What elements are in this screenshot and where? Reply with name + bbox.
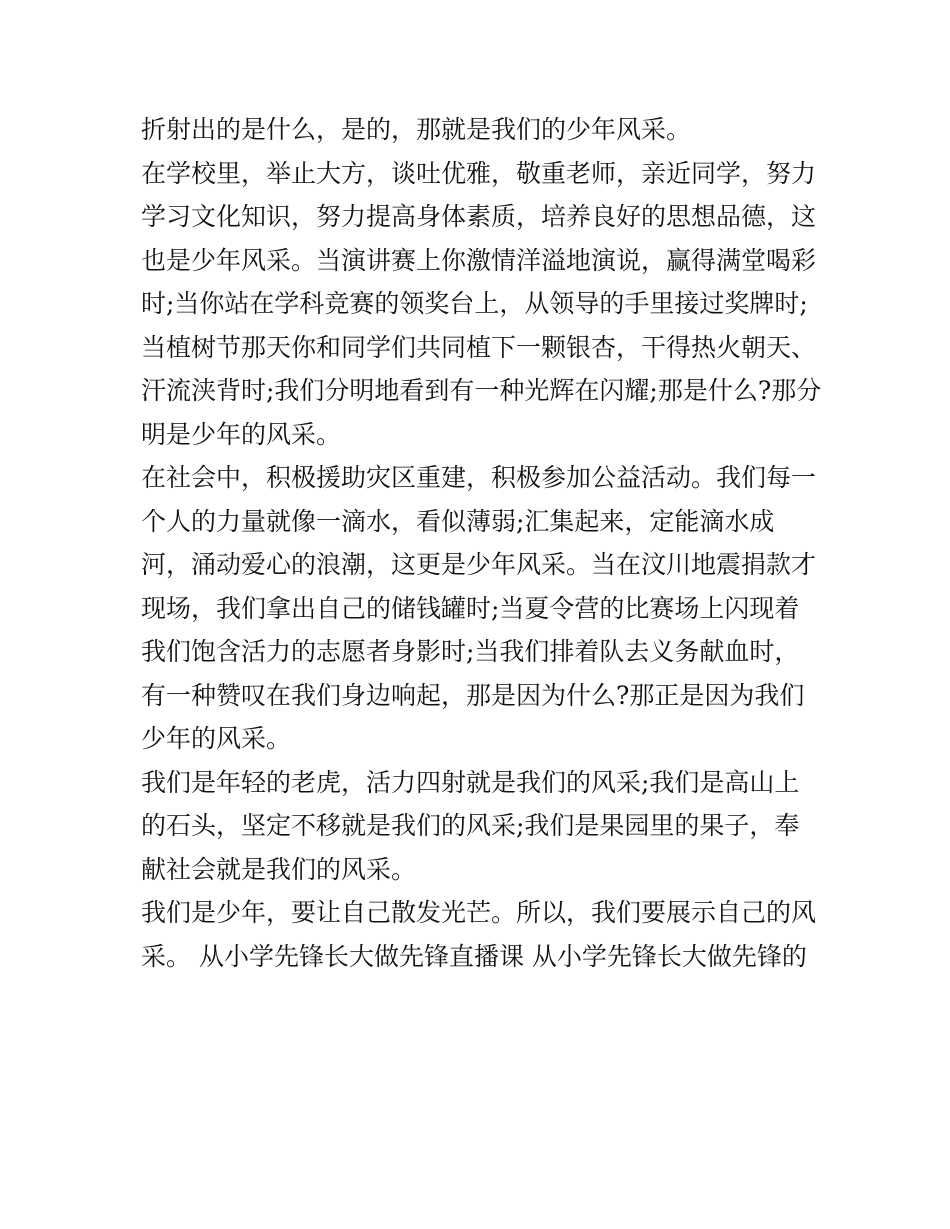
- text-line: 的石头，坚定不移就是我们的风采;我们是果园里的果子，奉: [141, 811, 800, 840]
- text-line: 河，涌动爱心的浪潮，这更是少年风采。当在汶川地震捐款才: [141, 550, 817, 579]
- text-line: 我们是少年，要让自己散发光芒。所以，我们要展示自己的风: [141, 898, 817, 927]
- text-line: 我们饱含活力的志愿者身影时;当我们排着队去义务献血时，: [141, 637, 800, 666]
- text-line: 少年的风采。: [141, 724, 292, 753]
- text-line: 个人的力量就像一滴水，看似薄弱;汇集起来，定能滴水成: [141, 506, 775, 536]
- text-line: 也是少年风采。当演讲赛上你激情洋溢地演说，赢得满堂喝彩: [141, 245, 817, 275]
- text-line: 明是少年的风采。: [141, 419, 342, 449]
- text-line: 汗流浃背时;我们分明地看到有一种光辉在闪耀;那是什么?那分: [141, 376, 822, 405]
- text-line: 当植树节那天你和同学们共同植下一颗银杏，干得热火朝天、: [141, 332, 817, 362]
- text-line: 时;当你站在学科竞赛的领奖台上，从领导的手里接过奖牌时;: [141, 289, 808, 318]
- text-line: 学习文化知识，努力提高身体素质，培养良好的思想品德，这: [141, 202, 817, 231]
- text-line: 采。 从小学先锋长大做先锋直播课 从小学先锋长大做先锋的: [141, 941, 807, 971]
- text-line: 在学校里，举止大方，谈吐优雅，敬重老师，亲近同学，努力: [141, 158, 817, 188]
- text-line: 现场，我们拿出自己的储钱罐时;当夏令营的比赛场上闪现着: [141, 593, 800, 623]
- document-body: [141, 108, 821, 978]
- text-line: 有一种赞叹在我们身边响起，那是因为什么?那正是因为我们: [141, 680, 805, 710]
- text-line: 献社会就是我们的风采。: [141, 854, 417, 884]
- text-line: 在社会中，积极援助灾区重建，积极参加公益活动。我们每一: [141, 463, 817, 492]
- text-line: 折射出的是什么，是的，那就是我们的少年风采。: [141, 115, 692, 144]
- text-line: 我们是年轻的老虎，活力四射就是我们的风采;我们是高山上: [141, 767, 800, 797]
